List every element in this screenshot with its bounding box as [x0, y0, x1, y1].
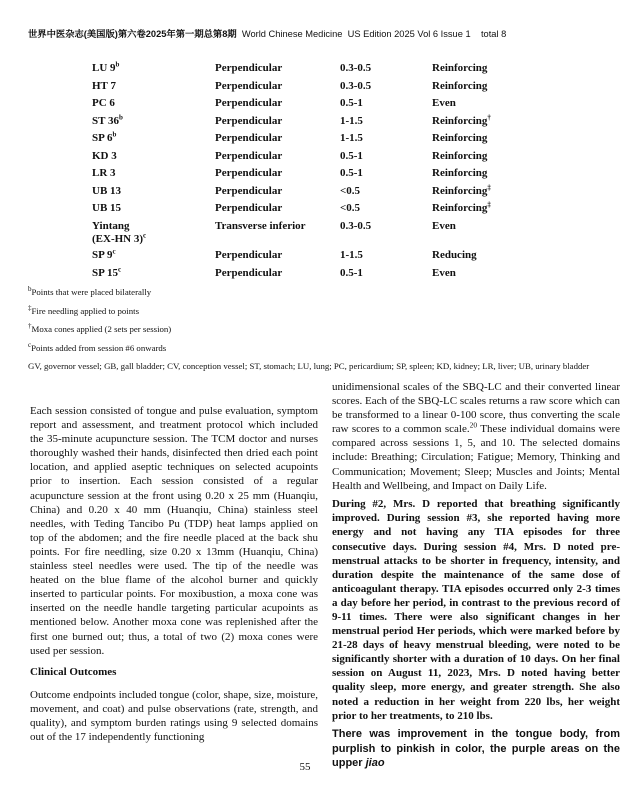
point-cell: UB 13 — [92, 184, 122, 197]
technique-cell: Even — [432, 219, 456, 232]
paragraph — [30, 404, 318, 658]
technique-cell: Reinforcing — [432, 167, 488, 179]
footnote-list — [28, 287, 620, 354]
technique-cell: Reinforcing — [432, 79, 488, 92]
footnote-marker: b — [28, 285, 32, 294]
technique-cell: Even — [432, 97, 456, 109]
paragraph — [332, 497, 620, 723]
table-row — [92, 132, 612, 145]
direction-cell: Perpendicular — [215, 266, 283, 279]
right-column — [332, 380, 620, 776]
direction-cell: Perpendicular — [215, 249, 283, 261]
journal-title-chinese: 世界中医杂志(美国版)第六卷2025年第一期总第8期 — [28, 29, 237, 39]
citation-superscript: 20 — [469, 420, 478, 430]
direction-cell: Perpendicular — [215, 114, 283, 127]
footnote-text: Points that were placed bilaterally — [31, 287, 152, 297]
table-row — [92, 264, 612, 280]
footnote-marker: c — [117, 264, 122, 273]
footnote — [28, 303, 620, 317]
text-segment: During #2, Mrs. D reported that breathing significantly improved. During session #3, she reported having more energy and not having any TIA episodes for three consecutive days. During session #4, Mrs. D noted pre-menstrual attacks to be shorter in frequency, intensity, and duration despite the maintenance of the same dose of anticoagulant therapy. TIA episodes occurred only 2-3 times a day before her period, in contrast to the previous record of 9-11 times. There were also significant changes in her menstrual period Her periods, which were marked before by 21-28 days of heavy menstrual bleeding, were noted to be significantly shorter with a duration of 10 days. On her final session on August 11, 2023, Mrs. D noted having better quality sleep, more energy, and greater strength. She also noted a reduction in her weight from 220 lbs, her weight prior to her treatments, to 210 lbs. — [332, 498, 620, 722]
direction-cell: Perpendicular — [215, 132, 283, 144]
table-row — [92, 80, 612, 93]
footnote-marker: ‡ — [28, 303, 32, 312]
point-cell: LR 3 — [92, 167, 116, 179]
text-segment: Each session consisted of tongue and pulse evaluation, symptom report and assessment, and treatment protocol which included the 35-minute acupuncture session. The TCM doctor and nurses thoroughly washed their hands, disinfected then dried each point location, and applied aseptic techniques on selected acupoints prior to insertion. Each session consisted of a regular acupuncture session at the front using 0.20 x 25 mm (Huanqiu, China) and 0.20 x 40 mm (Huanqiu, China) stainless steel needles, with Teding Tancibo Pu (TDP) heat lamps applied on top of the abdomen; and the fire needle placed at the back shu points. For fire needling, size 0.20 x 13mm (Huanqiu, China) stainless steel needles were used. The tip of the needle was heated on the blue flame of the alcohol burner and quickly inserted to particular points. For moxibustion, a moxa cone was inserted on the needle handle targeting particular acupoints as mentioned below. Another moxa cone was replenished after the first one burned out; thus, a total of two (2) moxa cones were used per session. — [30, 405, 318, 657]
direction-cell: Perpendicular — [215, 79, 283, 92]
footnote-marker: b — [112, 130, 117, 139]
footnote-marker: † — [28, 322, 32, 331]
table-row — [92, 150, 612, 163]
table-footnotes — [28, 287, 620, 380]
depth-cell: 0.3-0.5 — [340, 219, 372, 232]
table-row — [92, 220, 612, 245]
point-cell: SP 9$^c$ — [92, 247, 116, 261]
footnote-marker: ‡ — [487, 200, 491, 209]
point-cell: KD 3 — [92, 149, 117, 162]
footnote — [28, 324, 620, 335]
table-row — [92, 182, 612, 198]
point-cell: UB 15 — [92, 202, 122, 214]
text-segment: unidimensional scales of the SBQ-LC and their converted linear scores. Each of the SBQ-LC scales returns a raw score which can be transformed to a linear 0-100 score, thus converting the scale raw scores to a common scale. — [332, 381, 620, 436]
depth-cell: 0.3-0.5 — [340, 79, 372, 92]
technique-cell: Reducing — [432, 249, 477, 261]
footnote-marker: c — [143, 230, 147, 239]
point-cell: SP 6$^b$ — [92, 130, 117, 144]
abbreviation-legend: GV, governor vessel; GB, gall bladder; CV, conception vessel; ST, stomach; LU, lung; PC, pericardium; SP, spleen; KD, kidney; LR, liver; UB, urinary bladder — [28, 361, 590, 372]
point-cell: Yintang (EX-HN 3)$^c$ — [92, 220, 215, 245]
text-segment: Clinical Outcomes — [30, 665, 117, 678]
point-cell: SP 15$^c$ — [92, 264, 122, 279]
text-segment: There was improvement in the tongue body, from purplish to pinkish in color, the purple areas on the upper — [332, 728, 620, 770]
direction-cell: Perpendicular — [215, 97, 283, 109]
technique-cell: Reinforcing‡ — [432, 182, 491, 197]
direction-cell: Perpendicular — [215, 167, 283, 179]
footnote-marker: † — [487, 112, 491, 121]
left-column — [30, 380, 318, 776]
footnote-marker: ‡ — [487, 182, 491, 191]
direction-cell: Transverse inferior — [215, 219, 306, 232]
technique-cell: Even — [432, 266, 456, 279]
page-header — [28, 28, 629, 40]
footnote — [28, 287, 620, 298]
text-segment: These individual domains were compared across sessions 1, 5, and 10. The selected domains include: Breathing; Circulation; Fatigue; Memory, Thinking and Communication; Movement; Sleep; Muscles and Joints; Mental Health and Wellbeing, and Impact on Daily Life. — [332, 423, 620, 492]
paragraph — [332, 380, 620, 493]
direction-cell: Perpendicular — [215, 202, 283, 214]
point-cell: LU 9$^b$ — [92, 60, 120, 74]
technique-cell: Reinforcing‡ — [432, 200, 491, 214]
point-cell: PC 6 — [92, 97, 115, 109]
technique-cell: Reinforcing — [432, 62, 488, 74]
footnote-marker: c — [28, 340, 32, 349]
table-row — [92, 202, 612, 215]
technique-cell: Reinforcing† — [432, 112, 491, 127]
depth-cell: 0.5-1 — [340, 266, 363, 279]
direction-cell: Perpendicular — [215, 184, 283, 197]
depth-cell: 1-1.5 — [340, 114, 363, 127]
acupoint-table — [92, 62, 612, 284]
journal-title-english-text: World Chinese Medicine US Edition 2025 Vol 6 Issue 1 total 8 — [241, 29, 507, 39]
footnote-text: Moxa cones applied (2 sets per session) — [31, 324, 172, 335]
depth-cell: 1-1.5 — [340, 132, 363, 144]
depth-cell: 0.5-1 — [340, 97, 363, 109]
technique-cell: Reinforcing — [432, 149, 488, 162]
section-heading — [30, 665, 318, 679]
depth-cell: <0.5 — [340, 202, 361, 214]
technique-cell: Reinforcing — [432, 132, 488, 144]
direction-cell: Perpendicular — [215, 62, 283, 74]
depth-cell: 1-1.5 — [340, 249, 363, 261]
direction-cell: Perpendicular — [215, 149, 283, 162]
table-row — [92, 167, 612, 180]
text-segment: Outcome endpoints included tongue (color, shape, size, moisture, movement, and coat) and pulse observations (rate, strength, and quality), and symptom burden ratings using 9 selected domains out of the 17 independently functioning — [30, 688, 318, 744]
point-cell-line2: (EX-HN 3)$^c$ — [92, 230, 147, 245]
footnote-marker: b — [119, 112, 123, 121]
footnote-text: Points added from session #6 onwards — [31, 342, 167, 353]
depth-cell: 0.5-1 — [340, 167, 363, 179]
point-cell: HT 7 — [92, 79, 116, 92]
footnote-marker: b — [115, 60, 120, 69]
italic-term: jiao — [365, 757, 385, 770]
table-row — [92, 97, 612, 110]
depth-cell: <0.5 — [340, 184, 361, 197]
table-row — [92, 62, 612, 75]
point-cell: ST 36$^b$ — [92, 112, 123, 127]
body-columns — [30, 380, 620, 776]
footnote-marker: c — [112, 247, 116, 256]
footnote — [28, 340, 620, 354]
depth-cell: 0.5-1 — [340, 149, 363, 162]
page-number: 55 — [299, 761, 311, 773]
footnote-text: Fire needling applied to points — [31, 305, 139, 316]
paragraph — [30, 688, 318, 744]
depth-cell: 0.3-0.5 — [340, 62, 372, 74]
table-row — [92, 112, 612, 128]
table-row — [92, 249, 612, 262]
